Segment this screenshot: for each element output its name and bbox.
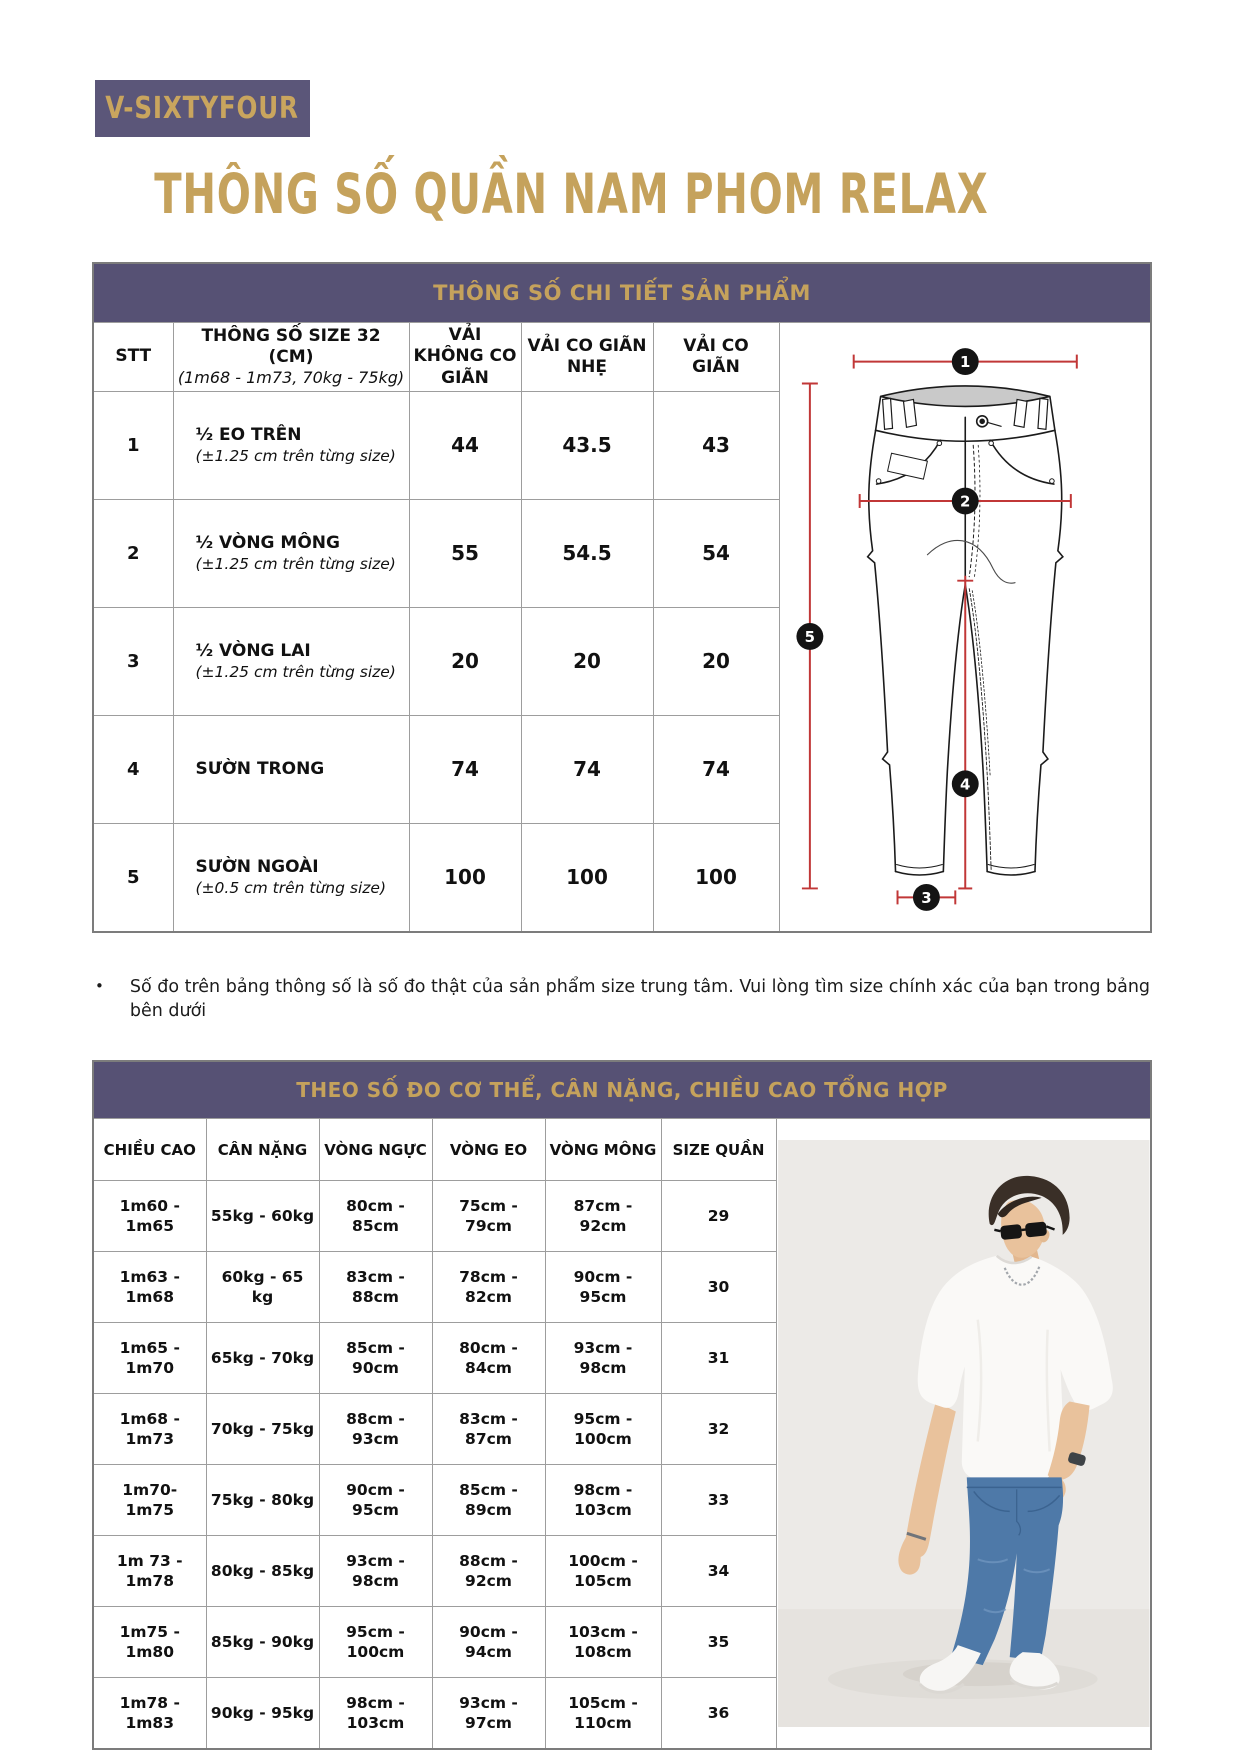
size-cell: 85cm - 89cm [432,1465,545,1536]
spec-row-value: 54 [653,499,779,607]
size-cell: 83cm - 88cm [319,1252,432,1323]
size-cell: 65kg - 70kg [206,1323,319,1394]
size-table-title-row [93,1061,1151,1119]
size-cell: 95cm - 100cm [545,1394,661,1465]
svg-text:3: 3 [920,889,932,908]
marker-2-icon [951,488,978,515]
size-cell: 90cm - 94cm [432,1607,545,1678]
size-cell: 83cm - 87cm [432,1394,545,1465]
size-cell: 30 [661,1252,776,1323]
size-cell: 90cm - 95cm [319,1465,432,1536]
spec-row-name: ½ VÒNG MÔNG (±1.25 cm trên từng size) [173,499,409,607]
spec-row-value: 43.5 [521,391,653,499]
size-cell: 33 [661,1465,776,1536]
col-header-stretch: VẢI CO GIÃN [653,323,779,392]
size-cell: 1m63 - 1m68 [93,1252,206,1323]
size-cell: 1m60 - 1m65 [93,1181,206,1252]
size-table [92,1060,1152,1750]
spec-table-title-row [93,263,1151,323]
size-cell: 1m 73 - 1m78 [93,1536,206,1607]
spec-row-name: ½ EO TRÊN (±1.25 cm trên từng size) [173,391,409,499]
svg-text:1: 1 [959,353,970,372]
spec-row-index: 2 [93,499,173,607]
spec-row-index: 3 [93,607,173,715]
size-cell: 31 [661,1323,776,1394]
spec-row-name: SƯỜN TRONG [173,715,409,823]
col-header-pant-size: SIZE QUẦN [661,1119,776,1181]
size-cell: 90cm - 95cm [545,1252,661,1323]
size-cell: 85cm - 90cm [319,1323,432,1394]
size-cell: 70kg - 75kg [206,1394,319,1465]
spec-row-index: 1 [93,391,173,499]
size-cell: 87cm - 92cm [545,1181,661,1252]
spec-row-value: 20 [409,607,521,715]
size-cell: 55kg - 60kg [206,1181,319,1252]
col-header-height: CHIỀU CAO [93,1119,206,1181]
spec-table-title: THÔNG SỐ CHI TIẾT SẢN PHẨM [93,263,1151,323]
spec-row-value: 54.5 [521,499,653,607]
spec-row-index: 4 [93,715,173,823]
size-cell: 80cm - 85cm [319,1181,432,1252]
model-photo [777,1140,1151,1727]
size-cell: 60kg - 65 kg [206,1252,319,1323]
size-cell: 93cm - 97cm [432,1678,545,1750]
spec-row-value: 43 [653,391,779,499]
pants-diagram [780,332,1151,921]
marker-3-icon [912,884,939,911]
measurement-note-text: Số đo trên bảng thông số là số đo thật của sản phẩm size trung tâm. Vui lòng tìm size chính xác của bạn trong bảng bên dưới [129,977,1151,1021]
size-table-header-row [93,1119,1151,1181]
size-table-title: THEO SỐ ĐO CƠ THỂ, CÂN NẶNG, CHIỀU CAO TỔNG HỢP [93,1061,1151,1119]
spec-row-value: 100 [653,823,779,932]
size-cell: 98cm - 103cm [319,1678,432,1750]
size-cell: 1m70- 1m75 [93,1465,206,1536]
size-cell: 78cm - 82cm [432,1252,545,1323]
size-cell: 35 [661,1607,776,1678]
size-cell: 32 [661,1394,776,1465]
bullet-icon: • [95,977,104,995]
marker-5-icon [796,623,823,650]
pants-diagram-cell [779,323,1151,932]
col-header-waist: VÒNG EO [432,1119,545,1181]
size-cell: 88cm - 92cm [432,1536,545,1607]
col-header-weight: CÂN NẶNG [206,1119,319,1181]
size-cell: 93cm - 98cm [319,1536,432,1607]
size-cell: 85kg - 90kg [206,1607,319,1678]
measurement-note [95,976,1155,1023]
size-cell: 75kg - 80kg [206,1465,319,1536]
spec-row-index: 5 [93,823,173,932]
size-cell: 75cm - 79cm [432,1181,545,1252]
size-cell: 103cm - 108cm [545,1607,661,1678]
spec-row-value: 74 [409,715,521,823]
spec-row-value: 20 [521,607,653,715]
brand-logo-text: V-SIXTYFOUR [105,91,300,126]
size-cell: 100cm - 105cm [545,1536,661,1607]
spec-row-value: 74 [653,715,779,823]
size-cell: 90kg - 95kg [206,1678,319,1750]
col-header-light-stretch: VẢI CO GIÃN NHẸ [521,323,653,392]
spec-row-value: 100 [409,823,521,932]
brand-logo [95,80,310,137]
spec-row-value: 74 [521,715,653,823]
size-cell: 95cm - 100cm [319,1607,432,1678]
size-cell: 1m75 - 1m80 [93,1607,206,1678]
spec-table-header-row [93,323,1151,392]
size-cell: 34 [661,1536,776,1607]
spec-row-name: SƯỜN NGOÀI (±0.5 cm trên từng size) [173,823,409,932]
svg-text:2: 2 [959,492,970,511]
size-cell: 1m68 - 1m73 [93,1394,206,1465]
size-cell: 1m65 - 1m70 [93,1323,206,1394]
page-title: THÔNG SỐ QUẦN NAM PHOM RELAX [154,162,989,226]
spec-row-value: 100 [521,823,653,932]
spec-table [92,262,1152,933]
size-cell: 88cm - 93cm [319,1394,432,1465]
col-header-size32: THÔNG SỐ SIZE 32 (CM) (1m68 - 1m73, 70kg - 75kg) [173,323,409,392]
spec-row-value: 55 [409,499,521,607]
svg-text:5: 5 [804,628,815,647]
col-header-size32-subtitle: (1m68 - 1m73, 70kg - 75kg) [177,368,405,388]
size-cell: 36 [661,1678,776,1750]
size-cell: 80cm - 84cm [432,1323,545,1394]
spec-row-value: 44 [409,391,521,499]
size-cell: 29 [661,1181,776,1252]
size-cell: 98cm - 103cm [545,1465,661,1536]
svg-text:4: 4 [959,775,970,794]
size-cell: 1m78 - 1m83 [93,1678,206,1750]
size-cell: 105cm - 110cm [545,1678,661,1750]
col-header-chest: VÒNG NGỰC [319,1119,432,1181]
spec-row-name: ½ VÒNG LAI (±1.25 cm trên từng size) [173,607,409,715]
col-header-non-stretch: VẢI KHÔNG CO GIÃN [409,323,521,392]
size-cell: 93cm - 98cm [545,1323,661,1394]
marker-1-icon [951,349,978,376]
col-header-stt: STT [93,323,173,392]
marker-4-icon [951,771,978,798]
spec-row-value: 20 [653,607,779,715]
size-cell: 80kg - 85kg [206,1536,319,1607]
model-photo-cell [776,1119,1151,1750]
col-header-hip: VÒNG MÔNG [545,1119,661,1181]
